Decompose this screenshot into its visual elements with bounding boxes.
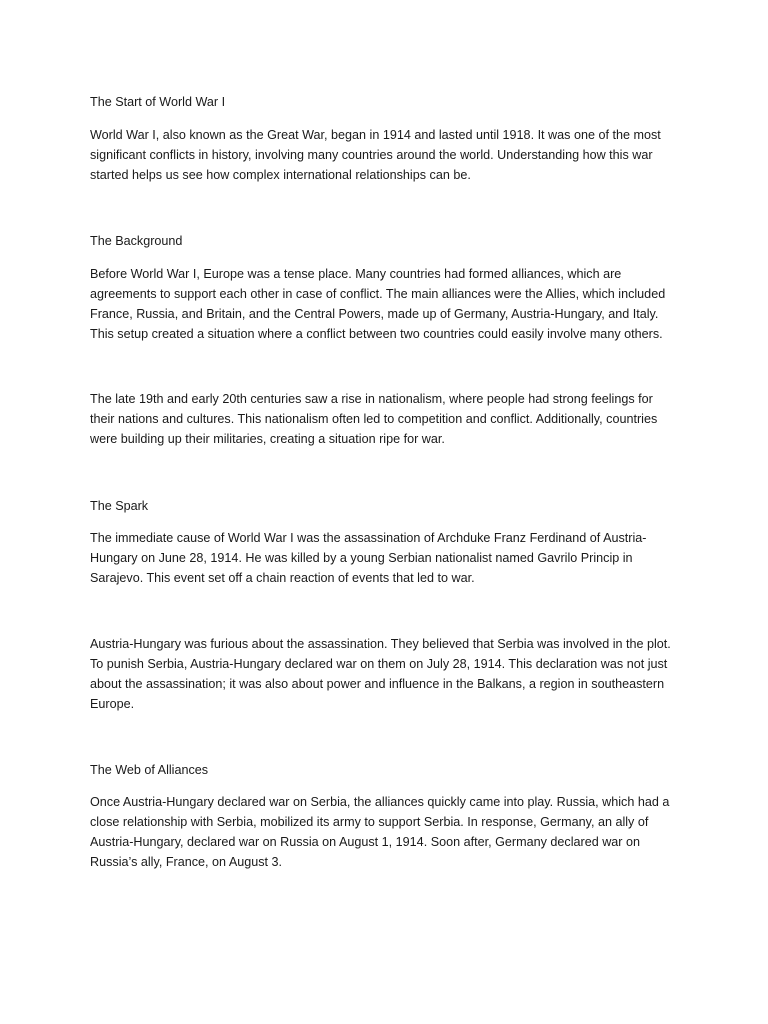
paragraph-intro: World War I, also known as the Great War, began in 1914 and lasted until 1918. It was one of the most significant conflicts in history, involving many countries around the world. Understanding how this war started helps us see how complex international relationships can be. [90, 128, 661, 182]
section-heading-web-of-alliances: The Web of Alliances [90, 763, 209, 777]
section-heading-background: The Background [90, 234, 183, 248]
section-heading-spark: The Spark [90, 499, 149, 513]
paragraph-declaration: Austria-Hungary was furious about the assassination. They believed that Serbia was involved in the plot. To punish Serbia, Austria-Hungary declared war on them on July 28, 1914. This declaration was not just about the assassination; it was also about power and influence in the Balkans, a region in southeastern Europe. [90, 637, 671, 711]
paragraph-nationalism: The late 19th and early 20th centuries saw a rise in nationalism, where people had strong feelings for their nations and cultures. This nationalism often led to competition and conflict. Additionally, countries were building up their militaries, creating a situation ripe for war. [90, 392, 658, 446]
section-heading-start-of-ww1: The Start of World War I [90, 95, 226, 109]
paragraph-assassination: The immediate cause of World War I was the assassination of Archduke Franz Ferdinand of Austria-Hungary on June 28, 1914. He was killed by a young Serbian nationalist named Gavrilo Princip in Sarajevo. This event set off a chain reaction of events that led to war. [90, 531, 647, 585]
paragraph-alliances: Before World War I, Europe was a tense place. Many countries had formed alliances, which are agreements to support each other in case of conflict. The main alliances were the Allies, which included France, Russia, and Britain, and the Central Powers, made up of Germany, Austria-Hungary, and Italy. This setup created a situation where a conflict between two countries could easily involve many others. [90, 267, 666, 341]
paragraph-chain-reaction: Once Austria-Hungary declared war on Serbia, the alliances quickly came into play. Russia, which had a close relationship with Serbia, mobilized its army to support Serbia. In response, Germany, an ally of Austria-Hungary, declared war on Russia on August 1, 1914. Soon after, Germany declared war on Russia’s ally, France, on August 3. [90, 795, 670, 869]
